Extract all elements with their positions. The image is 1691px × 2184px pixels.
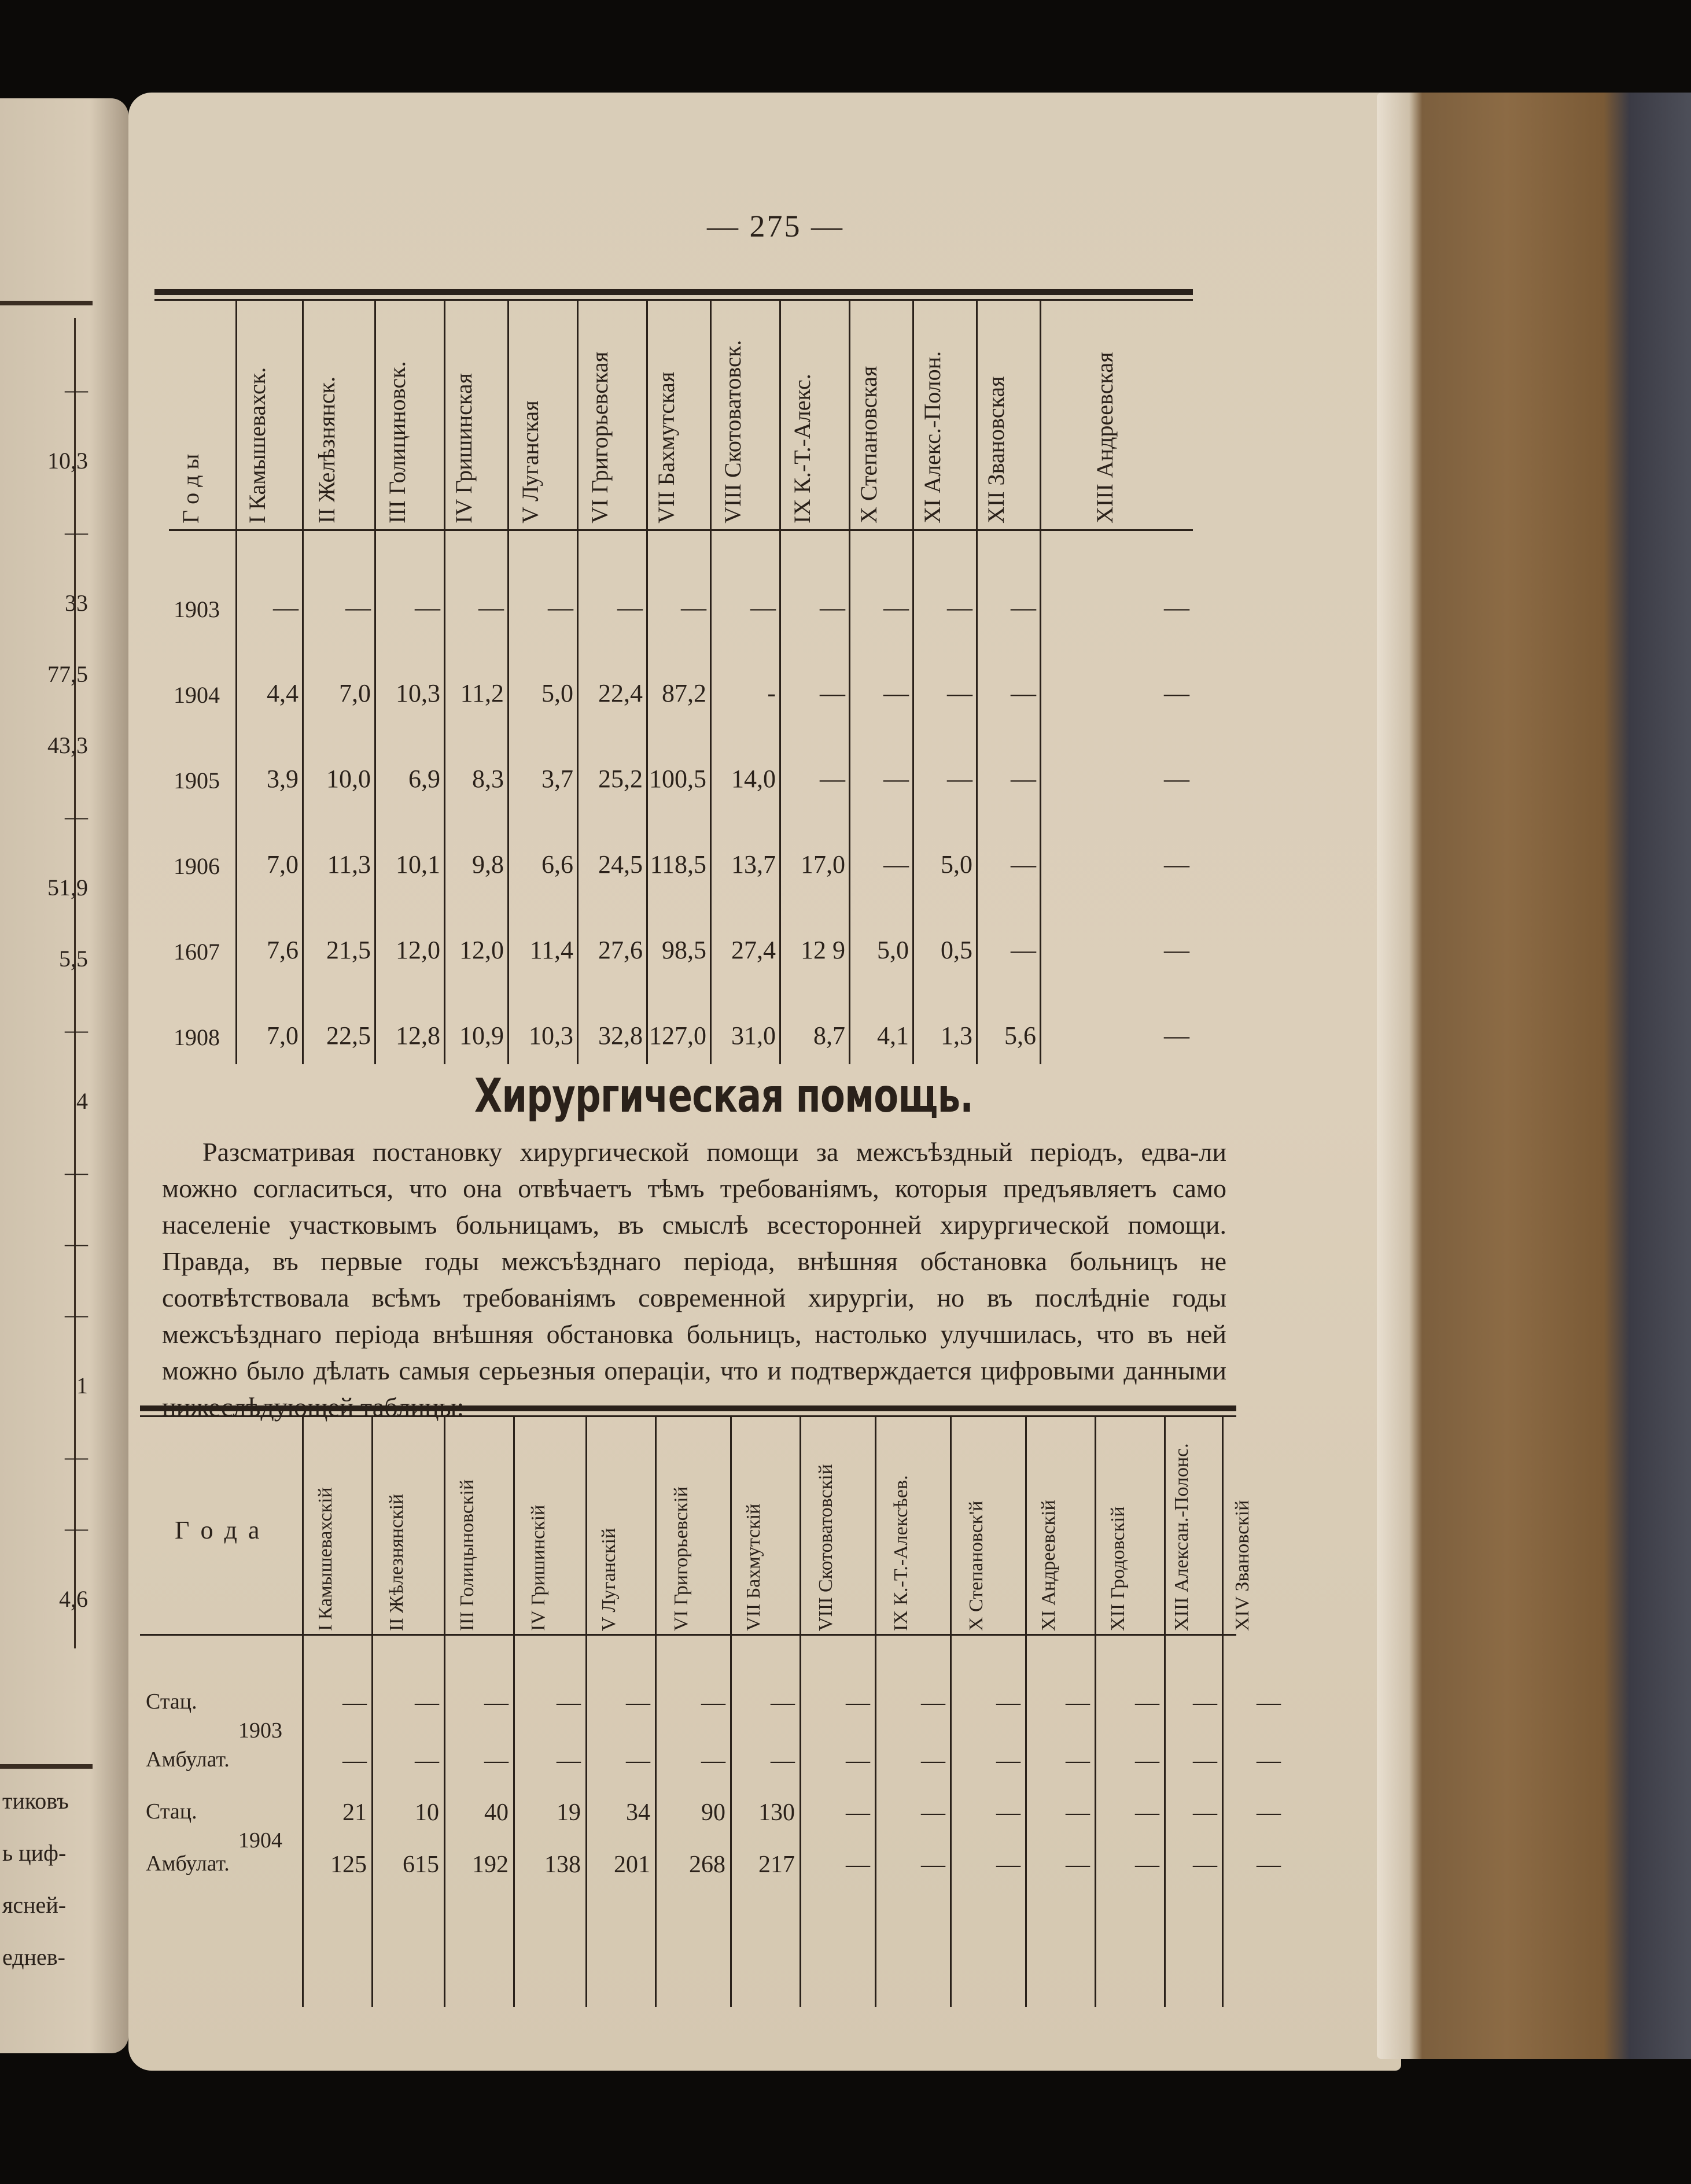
left-page-value: 33: [65, 590, 88, 616]
table1-top-rule: [154, 289, 1193, 295]
table2-cell: —: [701, 1689, 725, 1716]
table1-cell: 12,0: [459, 936, 504, 964]
table2-row-label: Стац.: [146, 1689, 197, 1714]
table1-cell: —: [820, 765, 845, 793]
table1-cell: —: [478, 593, 504, 622]
table2-cell: —: [996, 1689, 1021, 1716]
table1-cell: —: [947, 765, 972, 793]
table2-cell: —: [1257, 1747, 1281, 1774]
table2-header-rule: [140, 1634, 1236, 1636]
table1-cell: 5,0: [941, 850, 972, 879]
table1-cell: 12 9: [801, 936, 845, 964]
table1-column-header: VI Григорьевская: [587, 351, 613, 523]
table1-cell: —: [820, 593, 845, 622]
table1-cell: 7,0: [267, 850, 299, 879]
table1-cell: 98,5: [662, 936, 706, 964]
table1-cell: —: [1011, 593, 1036, 622]
table1-cell: 6,6: [541, 850, 573, 879]
table2-cell: 90: [701, 1799, 725, 1826]
table1-cell: 118,5: [650, 850, 706, 879]
left-page-value: —: [65, 1159, 88, 1185]
table1-cell: 27,4: [731, 936, 776, 964]
table1-cell: 4,1: [877, 1021, 909, 1050]
table1-column-header: XII Звановская: [983, 376, 1009, 523]
table1-cell: 8,3: [472, 765, 504, 793]
table1-column-header: VIII Скотоватовск.: [720, 340, 746, 523]
left-page-fragment: тиковъ: [2, 1788, 69, 1814]
left-page-value: 77,5: [47, 661, 88, 687]
left-page-value: 4,6: [59, 1586, 88, 1612]
left-page-value: —: [65, 377, 88, 403]
table2-cell: 40: [484, 1799, 509, 1826]
table1-cell: —: [820, 679, 845, 707]
table1-cell: 25,2: [598, 765, 643, 793]
table2-cell: —: [1193, 1747, 1217, 1774]
table2-cell: —: [921, 1747, 945, 1774]
table1-cell: 32,8: [598, 1021, 643, 1050]
left-page-value: —: [65, 1515, 88, 1541]
table2-cell: 192: [472, 1851, 509, 1878]
table2-cell: —: [846, 1851, 870, 1878]
table1-cell: —: [617, 593, 643, 622]
table1-cell: —: [345, 593, 371, 622]
table2-cell: —: [1066, 1799, 1090, 1826]
left-page-fragment: ясней-: [2, 1892, 67, 1918]
table2-cell: —: [921, 1851, 945, 1878]
table2-column-header: V Луганскій: [598, 1528, 620, 1631]
table1-column-header: III Голициновск.: [384, 361, 410, 523]
left-page-fragment: еднев-: [2, 1944, 65, 1970]
table2-column-header: XI Андреевскій: [1038, 1500, 1059, 1631]
left-page-value: 1: [76, 1373, 88, 1399]
table1-cell: 22,4: [598, 679, 643, 707]
table2-cell: —: [921, 1689, 945, 1716]
table2-cell: —: [1135, 1851, 1159, 1878]
left-page-value: 10,3: [47, 448, 88, 474]
table1-cell: —: [1164, 593, 1189, 622]
table2-cell: —: [557, 1689, 581, 1716]
table1-cell: 5,6: [1004, 1021, 1036, 1050]
left-page-edge: [0, 98, 128, 2053]
table2-row-label: Амбулат.: [146, 1851, 230, 1876]
table2-cell: —: [1135, 1689, 1159, 1716]
table2-cell: —: [846, 1799, 870, 1826]
table1-cell: 87,2: [662, 679, 706, 707]
book-page: [128, 93, 1401, 2071]
table2-cell: —: [415, 1747, 439, 1774]
table1-year: 1904: [174, 682, 220, 708]
table1-cell: 4,4: [267, 679, 299, 707]
table2-cell: 217: [758, 1851, 795, 1878]
table2-cell: —: [1135, 1799, 1159, 1826]
table1-column-header: IV Гришинская: [451, 373, 477, 523]
table1-cell: —: [947, 679, 972, 707]
table1-column-header: V Луганская: [517, 400, 543, 523]
left-page-value: —: [65, 1230, 88, 1256]
table1-column-header: IX К.-Т.-Алекс.: [789, 374, 815, 523]
table2-cell: —: [846, 1689, 870, 1716]
table1-cell: 100,5: [649, 765, 706, 793]
table2-cell: —: [1193, 1799, 1217, 1826]
table1-cell: —: [883, 593, 909, 622]
book-edge: [1377, 93, 1691, 2059]
body-text: Разсматривая постановку хирургической помощи за межсъѣздный періодъ, едва-ли можно согласиться, что она отвѣчаетъ тѣмъ требованіямъ, которыя предъявляетъ само населеніе участковымъ больницамъ, въ смыслѣ всесторонней хирургической помощи. Правда, въ первые годы межсъѣзднаго періода, внѣшняя обстановка больницъ не соотвѣтствовала всѣмъ требованіямъ современной хирургіи, но въ послѣдніе годы межсъѣзднаго періода внѣшняя обстановка больницъ, настолько улучшилась, что въ ней можно было дѣлать самыя серьезныя операціи, что и подтверждается цифровыми данными: [162, 1137, 1226, 1385]
table1-column-header: Г о д ы: [177, 453, 204, 523]
table1-cell: 5,0: [541, 679, 573, 707]
table1-cell: 7,6: [267, 936, 299, 964]
table1-cell: —: [750, 593, 776, 622]
table1-cell: 8,7: [813, 1021, 845, 1050]
table1-cell: 7,0: [339, 679, 371, 707]
table1-cell: —: [1164, 679, 1189, 707]
table2-cell: 130: [758, 1799, 795, 1826]
table1-year: 1906: [174, 853, 220, 879]
table1-cell: 6,9: [408, 765, 440, 793]
left-page-value: —: [65, 519, 88, 545]
table2-cell: —: [484, 1747, 509, 1774]
table1-cell: —: [1011, 765, 1036, 793]
table2-column-header: IX К.-Т.-Алексѣев.: [890, 1475, 912, 1631]
table1-cell: 21,5: [326, 936, 371, 964]
table1-cell: 12,0: [396, 936, 440, 964]
table2-top-rule: [140, 1405, 1236, 1411]
table2-cell: —: [484, 1689, 509, 1716]
table2-cell: 19: [557, 1799, 581, 1826]
table1-cell: 10,3: [529, 1021, 573, 1050]
table1-cell: 3,9: [267, 765, 299, 793]
table1-cell: 3,7: [541, 765, 573, 793]
table2-cell: —: [1257, 1689, 1281, 1716]
table1-column-header: II Желѣзнянск.: [313, 376, 340, 523]
table1-cell: 10,0: [326, 765, 371, 793]
table1-column-header: XI Алекс.-Полон.: [919, 351, 945, 523]
table2-row-label: Стац.: [146, 1799, 197, 1824]
table2-cell: —: [921, 1799, 945, 1826]
table1-cell: 17,0: [801, 850, 845, 879]
table2-cell: —: [626, 1689, 650, 1716]
table2-cell: —: [701, 1747, 725, 1774]
table1-cell: —: [1011, 850, 1036, 879]
table1-cell: —: [548, 593, 573, 622]
table1-cell: 12,8: [396, 1021, 440, 1050]
table2-cell: —: [1066, 1851, 1090, 1878]
table1-cell: -: [767, 679, 776, 707]
table1-cell: —: [1164, 850, 1189, 879]
table2-cell: —: [626, 1747, 650, 1774]
table2-cell: 615: [403, 1851, 439, 1878]
table2-column-header: VI Григорьевскій: [670, 1486, 692, 1631]
table2-cell: —: [1193, 1851, 1217, 1878]
table2-column-header: XII Гродовскій: [1107, 1506, 1129, 1631]
table1-cell: —: [883, 679, 909, 707]
table2-cell: —: [1066, 1747, 1090, 1774]
table1-cell: —: [1164, 1021, 1189, 1050]
table1-year: 1908: [174, 1024, 220, 1050]
table2-cell: 138: [544, 1851, 581, 1878]
left-page-value: 5,5: [59, 946, 88, 972]
table1-cell: —: [883, 765, 909, 793]
table2-cell: —: [771, 1689, 795, 1716]
table1-cell: —: [883, 850, 909, 879]
table2-row-year: 1904: [238, 1828, 282, 1853]
table1-column-header: XIII Андреевская: [1091, 352, 1118, 523]
table1-cell: 22,5: [326, 1021, 371, 1050]
table1-cell: 27,6: [598, 936, 643, 964]
table1-cell: —: [1164, 936, 1189, 964]
table1-cell: 0,5: [941, 936, 972, 964]
section-heading: Хирургическая помощь.: [474, 1069, 974, 1123]
table2-cell: —: [415, 1689, 439, 1716]
table2-year-header: Г о д а: [175, 1516, 262, 1544]
table2-column-header: VIII Скотоватовскій: [815, 1464, 837, 1631]
table1-year: 1607: [174, 939, 220, 965]
table2-column-header: III Голицыновскій: [456, 1479, 478, 1631]
table2-column-header: XIV Звановскій: [1232, 1500, 1253, 1631]
table2-cell: 34: [626, 1799, 650, 1826]
body-paragraph: [162, 1134, 1226, 1425]
table1-cell: 1,3: [941, 1021, 972, 1050]
table1-cell: 10,3: [396, 679, 440, 707]
table1-cell: 127,0: [649, 1021, 706, 1050]
table2-cell: —: [1257, 1799, 1281, 1826]
table1-year: 1903: [174, 596, 220, 622]
left-page-bottom-rule: [0, 1764, 93, 1769]
table2-cell: —: [771, 1747, 795, 1774]
table1-cell: —: [1011, 679, 1036, 707]
table2-cell: 125: [330, 1851, 367, 1878]
table2-top-rule-thin: [140, 1415, 1236, 1417]
table2-cell: —: [1193, 1689, 1217, 1716]
table1-cell: 24,5: [598, 850, 643, 879]
table1-cell: 14,0: [731, 765, 776, 793]
page-number: — 275 —: [707, 209, 844, 244]
table2-cell: 201: [614, 1851, 650, 1878]
table1-cell: 13,7: [731, 850, 776, 879]
table2-cell: 21: [342, 1799, 367, 1826]
left-page-fragment: ь циф-: [2, 1840, 67, 1866]
table1-cell: 10,1: [396, 850, 440, 879]
table2-row-year: 1903: [238, 1718, 282, 1743]
table1-cell: 11,3: [327, 850, 371, 879]
table2-cell: —: [846, 1747, 870, 1774]
table1-cell: —: [947, 593, 972, 622]
table2-column-header: XIII Алексан.-Полонс.: [1171, 1443, 1192, 1631]
table1-cell: —: [1011, 936, 1036, 964]
table1-cell: 11,2: [460, 679, 504, 707]
table2-column-header: IV Гришинскій: [527, 1504, 549, 1631]
table2-column-header: VII Бахмутскій: [743, 1503, 764, 1631]
left-page-top-rule: [0, 301, 93, 305]
table1-year: 1905: [174, 768, 220, 794]
table1-cell: 7,0: [267, 1021, 299, 1050]
left-page-value: 4: [76, 1088, 88, 1114]
table2-cell: —: [342, 1747, 367, 1774]
table2-cell: —: [1135, 1747, 1159, 1774]
table1-cell: 10,9: [459, 1021, 504, 1050]
table2-cell: 268: [689, 1851, 725, 1878]
table1-column-header: I Камышевахск.: [244, 367, 270, 523]
table1-cell: —: [1164, 765, 1189, 793]
left-page-value: —: [65, 1017, 88, 1043]
table1-cell: 31,0: [731, 1021, 776, 1050]
table1-cell: 5,0: [877, 936, 909, 964]
table1-top-rule-thin: [154, 299, 1193, 301]
table1-cell: —: [415, 593, 440, 622]
left-page-value: 43,3: [47, 732, 88, 758]
left-page-value: —: [65, 1444, 88, 1470]
table1-column-header: X Степановская: [856, 366, 882, 523]
table1-column-header: VII Бахмутская: [653, 371, 679, 523]
table2-column-header: II Жѣлезнянскій: [385, 1493, 407, 1631]
left-page-value: —: [65, 803, 88, 829]
table2-cell: —: [996, 1799, 1021, 1826]
table2-cell: —: [557, 1747, 581, 1774]
table2-cell: —: [996, 1747, 1021, 1774]
table1-cell: 11,4: [529, 936, 573, 964]
table1-cell: —: [273, 593, 299, 622]
table2-cell: 10: [415, 1799, 439, 1826]
left-page-value: —: [65, 1301, 88, 1327]
table1-cell: —: [681, 593, 706, 622]
table2-column-header: X Степановск'й: [966, 1500, 987, 1631]
table1-cell: 9,8: [472, 850, 504, 879]
table2-row-label: Амбулат.: [146, 1747, 230, 1772]
table2-cell: —: [996, 1851, 1021, 1878]
table2-cell: —: [1257, 1851, 1281, 1878]
table2-column-header: I Камышевахскій: [315, 1487, 336, 1631]
table2-cell: —: [342, 1689, 367, 1716]
table2-cell: —: [1066, 1689, 1090, 1716]
left-page-value: 51,9: [47, 875, 88, 901]
